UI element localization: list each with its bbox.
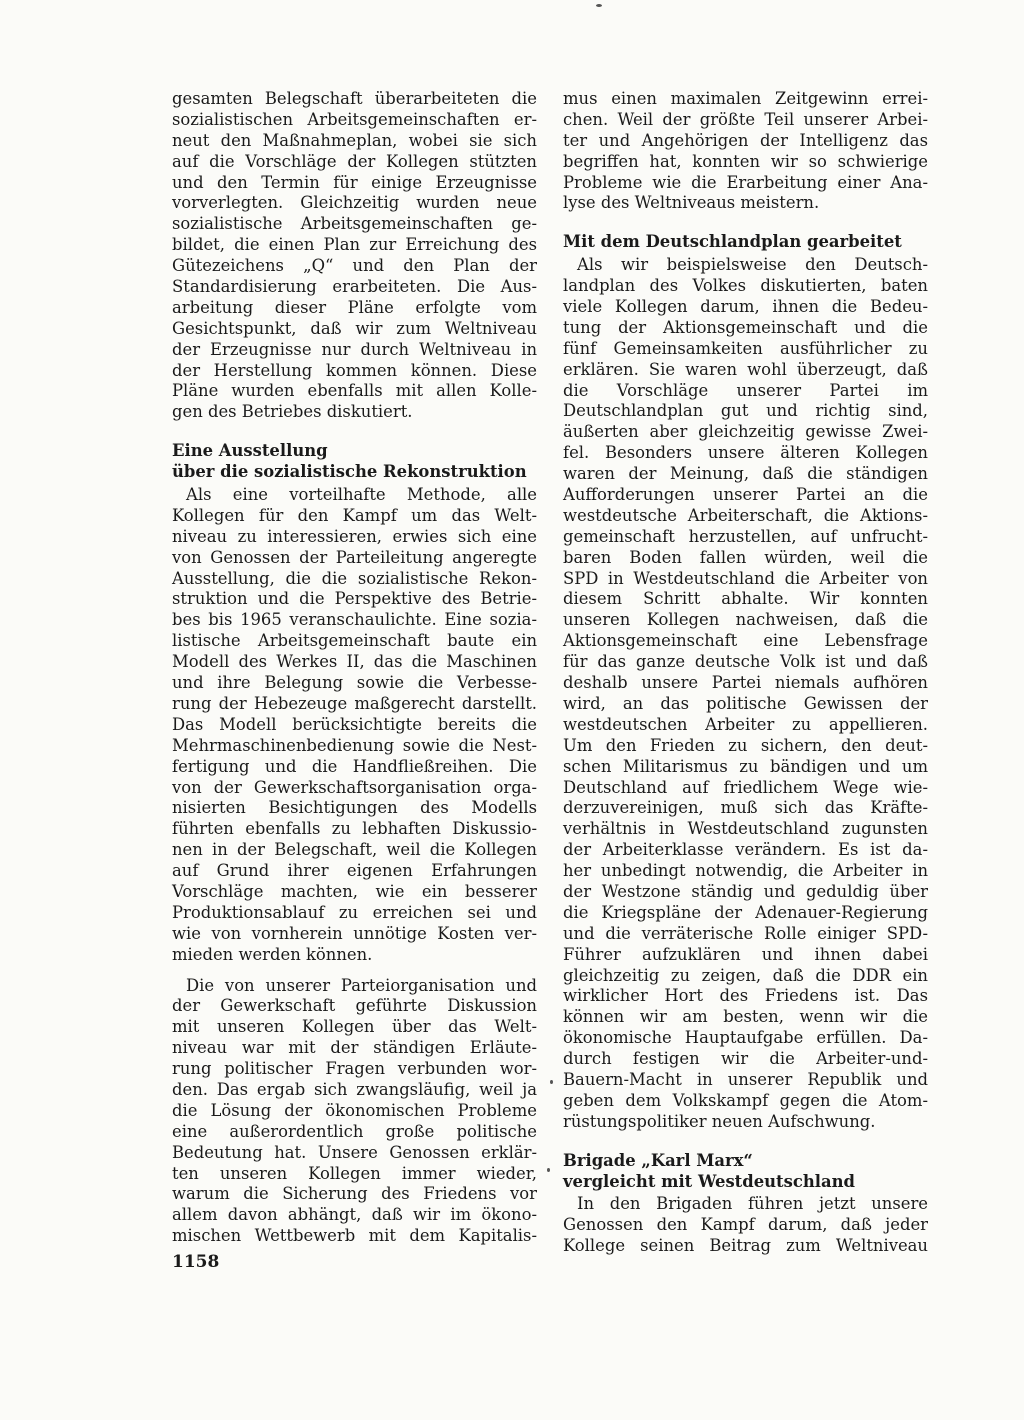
paragraph-line: chen. Weil der größte Teil unserer Arbei- [563, 109, 928, 129]
paragraph-line: Deutschland auf friedlichem Wege wie- [563, 777, 928, 797]
paragraph-line: begriffen hat, konnten wir so schwierige [563, 151, 928, 171]
paragraph-line: westdeutsche Arbeiterschaft, die Aktions- [563, 505, 928, 525]
paragraph-line: Gesichtspunkt, daß wir zum Weltniveau [172, 318, 537, 338]
paragraph-line: Probleme wie die Erarbeitung einer Ana- [563, 172, 928, 192]
paragraph-line: Mehrmaschinenbedienung sowie die Nest- [172, 735, 537, 755]
paragraph-line: der Erzeugnisse nur durch Weltniveau in [172, 339, 537, 359]
paragraph-line: den. Das ergab sich zwangsläufig, weil ja [172, 1079, 537, 1099]
paragraph-line: derzuvereinigen, muß sich das Kräfte- [563, 798, 928, 818]
paragraph-line: diesem Schritt abhalte. Wir konnten [563, 589, 928, 609]
paragraph-line: gesamten Belegschaft überarbeiteten die [172, 89, 537, 108]
paragraph-line: ökonomische Hauptaufgabe erfüllen. Da- [563, 1028, 928, 1048]
paragraph-line: mit unseren Kollegen über das Welt- [172, 1017, 537, 1037]
paragraph-line: rung politischer Fragen verbunden wor- [172, 1059, 537, 1079]
scan-speck [550, 1080, 553, 1084]
paragraph-line: und den Termin für einige Erzeugnisse [172, 172, 537, 192]
heading-spacing [563, 214, 928, 232]
right-text-column [563, 89, 928, 1257]
paragraph-line: Deutschlandplan gut und richtig sind, [563, 401, 928, 421]
paragraph-line: viele Kollegen darum, ihnen die Bedeu- [563, 297, 928, 317]
paragraph-line: die Vorschläge unserer Partei im [563, 380, 928, 400]
paragraph-line: her unbedingt notwendig, die Arbeiter in [563, 861, 928, 881]
paragraph-line: rüstungspolitiker neuen Aufschwung. [563, 1111, 876, 1131]
paragraph-line: baren Boden fallen würden, weil die [563, 547, 928, 567]
paragraph-line: In den Brigaden führen jetzt unsere [577, 1194, 928, 1214]
paragraph-line: arbeitung dieser Pläne erfolgte vom [172, 297, 537, 317]
paragraph-line: Das Modell berücksichtigte bereits die [172, 714, 537, 734]
paragraph-line: Gütezeichens „Q“ und den Plan der [172, 256, 537, 276]
paragraph-line: niveau zu interessieren, erwies sich eine [172, 526, 537, 546]
paragraph-line: eine außerordentlich große politische [172, 1121, 537, 1141]
paragraph-line: von Genossen der Parteileitung angeregte [172, 547, 537, 567]
paragraph-line: der Westzone ständig und geduldig über [563, 881, 928, 901]
paragraph-line: mischen Wettbewerb mit dem Kapitalis- [172, 1226, 537, 1246]
section-heading-line: Brigade „Karl Marx“ [563, 1150, 753, 1170]
paragraph-line: wie von vornherein unnötige Kosten ver- [172, 923, 537, 943]
paragraph-line: Kollege seinen Beitrag zum Weltniveau [563, 1236, 928, 1256]
paragraph-line: fel. Besonders unsere älteren Kollegen [563, 443, 928, 463]
paragraph-line: sozialistischen Arbeitsgemeinschaften er- [172, 109, 537, 129]
paragraph-line: Aufforderungen unserer Partei an die [563, 485, 928, 505]
paragraph-line: listische Arbeitsgemeinschaft baute ein [172, 631, 537, 651]
paragraph-line: sozialistische Arbeitsgemeinschaften ge- [172, 214, 537, 234]
paragraph-line: Pläne wurden ebenfalls mit allen Kolle- [172, 381, 537, 401]
paragraph-line: wird, an das politische Gewissen der [563, 693, 928, 713]
paragraph-line: Als eine vorteilhafte Methode, alle [186, 485, 537, 505]
paragraph-line: der Gewerkschaft geführte Diskussion [172, 996, 537, 1016]
paragraph-line: rung der Hebezeuge maßgerecht darstellt. [172, 693, 537, 713]
paragraph-line: und ihre Belegung sowie die Verbesse- [172, 673, 537, 693]
paragraph-line: Kollegen für den Kampf um das Welt- [172, 505, 537, 525]
paragraph-line: Bedeutung hat. Unsere Genossen erklär- [172, 1142, 537, 1162]
paragraph-line: mieden werden können. [172, 944, 373, 964]
paragraph-line: verhältnis in Westdeutschland zugunsten [563, 819, 928, 839]
paragraph-line: mus einen maximalen Zeitgewinn errei- [563, 89, 928, 108]
paragraph-line: bes bis 1965 veranschaulichte. Eine sozia- [172, 610, 537, 630]
paragraph-line: durch festigen wir die Arbeiter-und- [563, 1049, 928, 1069]
paragraph-line: unseren Kollegen nachweisen, daß die [563, 610, 928, 630]
section-heading-line: Mit dem Deutschlandplan gearbeitet [563, 232, 902, 252]
paragraph-line: äußerten aber gleichzeitig gewisse Zwei- [563, 422, 928, 442]
paragraph-line: Um den Frieden zu sichern, den deut- [563, 735, 928, 755]
paragraph-line: erklären. Sie waren wohl überzeugt, daß [563, 359, 928, 379]
paragraph-line: der Arbeiterklasse verändern. Es ist da- [563, 840, 928, 860]
left-text-column [172, 89, 537, 1247]
paragraph-line: gleichzeitig zu zeigen, daß die DDR ein [563, 965, 928, 985]
paragraph-line: neut den Maßnahmeplan, wobei sie sich [172, 130, 537, 150]
paragraph-line: und die verräterische Rolle einiger SPD- [563, 923, 928, 943]
section-heading-line: Eine Ausstellung [172, 441, 328, 461]
paragraph-line: für das ganze deutsche Volk ist und daß [563, 652, 928, 672]
paragraph-line: waren der Meinung, daß die ständigen [563, 464, 928, 484]
paragraph-line: fünf Gemeinsamkeiten ausführlicher zu [563, 338, 928, 358]
paragraph-line: lyse des Weltniveaus meistern. [563, 193, 820, 213]
paragraph-line: Produktionsablauf zu erreichen sei und [172, 902, 537, 922]
paragraph-line: die Kriegspläne der Adenauer-Regierung [563, 902, 928, 922]
paragraph-spacing [172, 966, 537, 976]
page-number: 1158 [172, 1252, 220, 1272]
paragraph-line: auf die Vorschläge der Kollegen stützten [172, 151, 537, 171]
paragraph-line: geben dem Volkskampf gegen die Atom- [563, 1090, 928, 1110]
paragraph-line: Die von unserer Parteiorganisation und [186, 975, 537, 995]
paragraph-line: warum die Sicherung des Friedens vor [172, 1184, 537, 1204]
paragraph-line: führten ebenfalls zu lebhaften Diskussio- [172, 819, 537, 839]
paragraph-line: SPD in Westdeutschland die Arbeiter von [563, 568, 928, 588]
paragraph-line: Genossen den Kampf darum, daß jeder [563, 1215, 928, 1235]
paragraph-line: nen in der Belegschaft, weil die Kollegen [172, 840, 537, 860]
scan-speck [596, 4, 602, 7]
paragraph-line: Modell des Werkes II, das die Maschinen [172, 652, 537, 672]
paragraph-line: der Herstellung kommen können. Diese [172, 360, 537, 380]
paragraph-line: struktion und die Perspektive des Betrie- [172, 589, 537, 609]
paragraph-line: westdeutschen Arbeiter zu appellieren. [563, 714, 928, 734]
paragraph-line: gemeinschaft herzustellen, auf unfrucht- [563, 526, 928, 546]
heading-spacing [563, 1133, 928, 1151]
paragraph-line: ter und Angehörigen der Intelligenz das [563, 130, 928, 150]
paragraph-line: fertigung und die Handfließreihen. Die [172, 756, 537, 776]
paragraph-line: niveau war mit der ständigen Erläute- [172, 1038, 537, 1058]
paragraph-line: ten unseren Kollegen immer wieder, [172, 1163, 537, 1183]
section-heading-line: vergleicht mit Westdeutschland [563, 1171, 855, 1191]
paragraph-line: Führer aufzuklären und ihnen dabei [563, 944, 928, 964]
section-heading-line: über die sozialistische Rekonstruktion [172, 462, 527, 482]
heading-spacing [172, 423, 537, 441]
paragraph-line: Standardisierung erarbeiteten. Die Aus- [172, 277, 537, 297]
paragraph-line: allem davon abhängt, daß wir im ökono- [172, 1205, 537, 1225]
paragraph-line: deshalb unsere Partei niemals aufhören [563, 673, 928, 693]
paragraph-line: auf Grund ihrer eigenen Erfahrungen [172, 861, 537, 881]
paragraph-line: nisierten Besichtigungen des Modells [172, 798, 537, 818]
paragraph-line: Vorschläge machten, wie ein besserer [172, 881, 537, 901]
paragraph-line: tung der Aktionsgemeinschaft und die [563, 317, 928, 337]
paragraph-line: Ausstellung, die die sozialistische Rekon- [172, 568, 537, 588]
paragraph-line: landplan des Volkes diskutierten, baten [563, 276, 928, 296]
paragraph-line: Aktionsgemeinschaft eine Lebensfrage [563, 631, 928, 651]
paragraph-line: die Lösung der ökonomischen Probleme [172, 1100, 537, 1120]
paragraph-line: gen des Betriebes diskutiert. [172, 402, 413, 422]
paragraph-line: können wir am besten, wenn wir die [563, 1007, 928, 1027]
paragraph-line: vorverlegten. Gleichzeitig wurden neue [172, 193, 537, 213]
scan-speck [547, 1168, 550, 1172]
paragraph-line: bildet, die einen Plan zur Erreichung des [172, 235, 537, 255]
paragraph-line: Bauern-Macht in unserer Republik und [563, 1069, 928, 1089]
paragraph-line: wirklicher Hort des Friedens ist. Das [563, 986, 928, 1006]
paragraph-line: schen Militarismus zu bändigen und um [563, 756, 928, 776]
paragraph-line: von der Gewerkschaftsorganisation orga- [172, 777, 537, 797]
paragraph-line: Als wir beispielsweise den Deutsch- [577, 255, 928, 275]
